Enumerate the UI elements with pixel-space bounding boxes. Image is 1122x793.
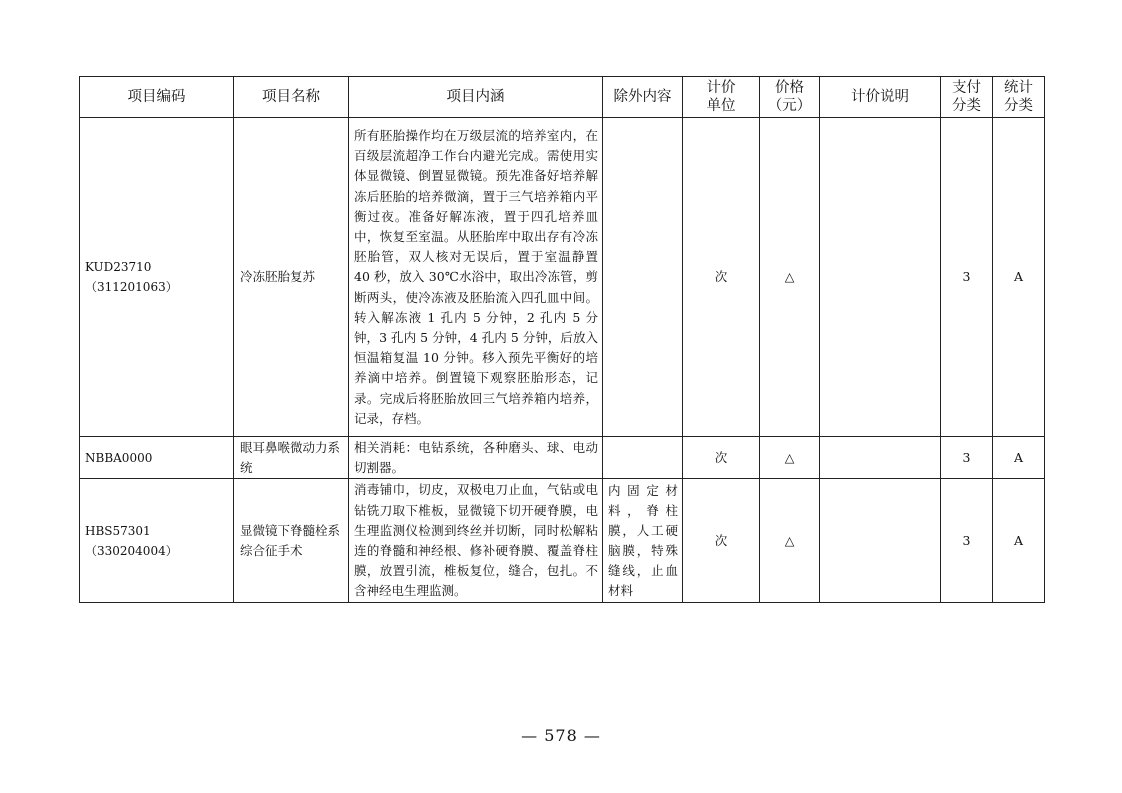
cell-name: 眼耳鼻喉微动力系统: [234, 437, 349, 479]
footer-dash-left: —: [521, 726, 539, 745]
cell-code: NBBA0000: [80, 437, 234, 479]
cell-note: [820, 437, 941, 479]
header-content: 项目内涵: [349, 77, 603, 118]
cell-unit: 次: [683, 479, 760, 602]
cell-exclusion: [603, 437, 683, 479]
header-name: 项目名称: [234, 77, 349, 118]
table-row: [80, 437, 1045, 479]
header-stat-line2: 分类: [1004, 98, 1033, 114]
cell-content: 相关消耗：电钻系统，各种磨头、球、电动切割器。: [349, 437, 603, 479]
header-unit-line1: 计价: [706, 80, 736, 96]
cell-exclusion: 内固定材料，脊柱膜，人工硬脑膜，特殊缝线，止血材料: [603, 479, 683, 602]
header-price-line1: 价格: [775, 80, 804, 96]
table-row: [80, 118, 1045, 437]
cell-pay: 3: [941, 437, 993, 479]
header-note: 计价说明: [820, 77, 941, 118]
cell-name: 显微镜下脊髓栓系综合征手术: [234, 479, 349, 602]
cell-stat: A: [993, 118, 1045, 437]
page-number: 578: [544, 726, 578, 745]
cell-pay: 3: [941, 118, 993, 437]
fee-table-container: [79, 76, 1044, 603]
header-exclusion: 除外内容: [603, 77, 683, 118]
header-pay-line2: 分类: [952, 98, 981, 114]
cell-price: △: [760, 437, 820, 479]
header-code: 项目编码: [80, 77, 234, 118]
fee-table: [79, 76, 1045, 603]
cell-code: HBS57301（330204004）: [80, 479, 234, 602]
header-pay: [941, 77, 993, 118]
cell-note: [820, 118, 941, 437]
cell-stat: A: [993, 479, 1045, 602]
header-price: [760, 77, 820, 118]
header-price-line2: （元）: [767, 98, 812, 114]
header-stat: [993, 77, 1045, 118]
cell-unit: 次: [683, 118, 760, 437]
page-footer: [0, 726, 1122, 745]
footer-dash-right: —: [583, 726, 601, 745]
cell-unit: 次: [683, 437, 760, 479]
cell-exclusion: [603, 118, 683, 437]
cell-content: 所有胚胎操作均在万级层流的培养室内，在百级层流超净工作台内避光完成。需使用实体显微镜、倒置显微镜。预先准备好培养解冻后胚胎的培养微滴，置于三气培养箱内平衡过夜。准备好解冻液，置于四孔培养皿中，恢复至室温。从胚胎库中取出存有冷冻胚胎管，双人核对无误后，置于室温静置 40 秒，放入 30℃水浴中，取出冷冻管，剪断两头，使冷冻液及胚胎流入四孔皿中间。转入解冻液 1 孔内 5 分钟，2 孔内 5 分钟，3 孔内 5 分钟，4 孔内 5 分钟，后放入恒温箱复温 10 分钟。移入预先平衡好的培养滴中培养。倒置镜下观察胚胎形态，记录。完成后将胚胎放回三气培养箱内培养，记录，存档。: [349, 118, 603, 437]
cell-name: 冷冻胚胎复苏: [234, 118, 349, 437]
table-row: [80, 479, 1045, 602]
cell-price: △: [760, 479, 820, 602]
header-row: [80, 77, 1045, 118]
cell-price: △: [760, 118, 820, 437]
header-unit: [683, 77, 760, 118]
header-pay-line1: 支付: [952, 80, 981, 96]
cell-note: [820, 479, 941, 602]
header-unit-line2: 单位: [706, 98, 736, 114]
cell-stat: A: [993, 437, 1045, 479]
cell-code: KUD23710（311201063）: [80, 118, 234, 437]
cell-content: 消毒铺巾，切皮，双极电刀止血，气钻或电钻铣刀取下椎板，显微镜下切开硬脊膜，电生理监测仪检测到终丝并切断，同时松解粘连的脊髓和神经根、修补硬脊膜、覆盖脊柱膜，放置引流，椎板复位，缝合，包扎。不含神经电生理监测。: [349, 479, 603, 602]
cell-pay: 3: [941, 479, 993, 602]
header-stat-line1: 统计: [1004, 80, 1033, 96]
